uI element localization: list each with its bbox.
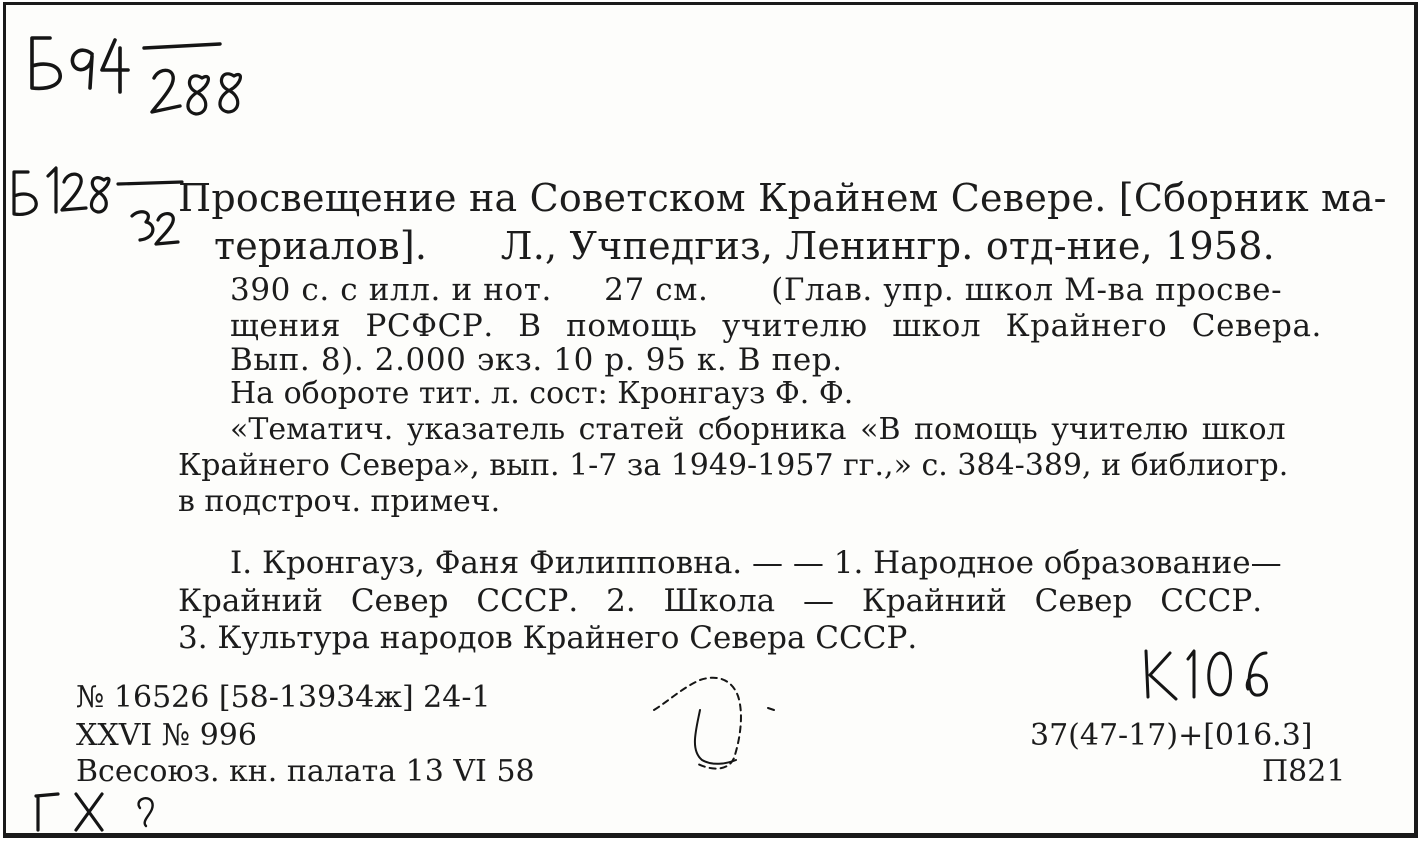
note-index-line-2: Крайнего Севера», вып. 1-7 за 1949-1957 гг.,» с. 384-389, и библиогр.	[178, 448, 1289, 483]
collation-line-1: 390 с. с илл. и нот. 27 см. (Глав. упр. школ М-ва просве-	[230, 272, 1283, 308]
footer-card-number: № 16526 [58-13934ж] 24-1	[76, 680, 491, 715]
note-compiler: На обороте тит. л. сост: Кронгауз Ф. Ф.	[230, 376, 854, 411]
note-index-line-3: в подстроч. примеч.	[178, 484, 501, 519]
tracing-line-1: I. Кронгауз, Фаня Филипповна. — — 1. Народное образование—	[230, 545, 1282, 581]
tracing-line-3: 3. Культура народов Крайнего Севера СССР.	[178, 620, 918, 656]
footer-chamber: Всесоюз. кн. палата 13 VI 58	[76, 754, 535, 789]
handwritten-shelf-mark-2	[6, 158, 206, 258]
entry-title-line-1: Просвещение на Советском Крайнем Севере. [Сборник ма-	[178, 176, 1387, 220]
tracing-line-2: Крайний Север СССР. 2. Школа — Крайний Север СССР.	[178, 583, 1263, 619]
handwritten-bottom-mark	[30, 786, 190, 836]
faint-stamp-mark	[640, 670, 780, 790]
collation-line-3: Вып. 8). 2.000 экз. 10 р. 95 к. В пер.	[230, 342, 843, 378]
handwritten-classification-mark	[1140, 645, 1280, 705]
handwritten-shelf-mark-1	[20, 30, 260, 125]
footer-author-mark: П821	[1262, 754, 1346, 789]
footer-series-number: XXVI № 996	[76, 718, 257, 753]
footer-udc-code: 37(47-17)+[016.3]	[1030, 718, 1313, 753]
entry-title-line-2: териалов]. Л., Учпедгиз, Ленингр. отд-ние, 1958.	[214, 224, 1275, 268]
collation-line-2: щения РСФСР. В помощь учителю школ Крайнего Севера.	[230, 308, 1323, 344]
note-index-line-1: «Тематич. указатель статей сборника «В помощь учителю школ	[230, 412, 1286, 447]
